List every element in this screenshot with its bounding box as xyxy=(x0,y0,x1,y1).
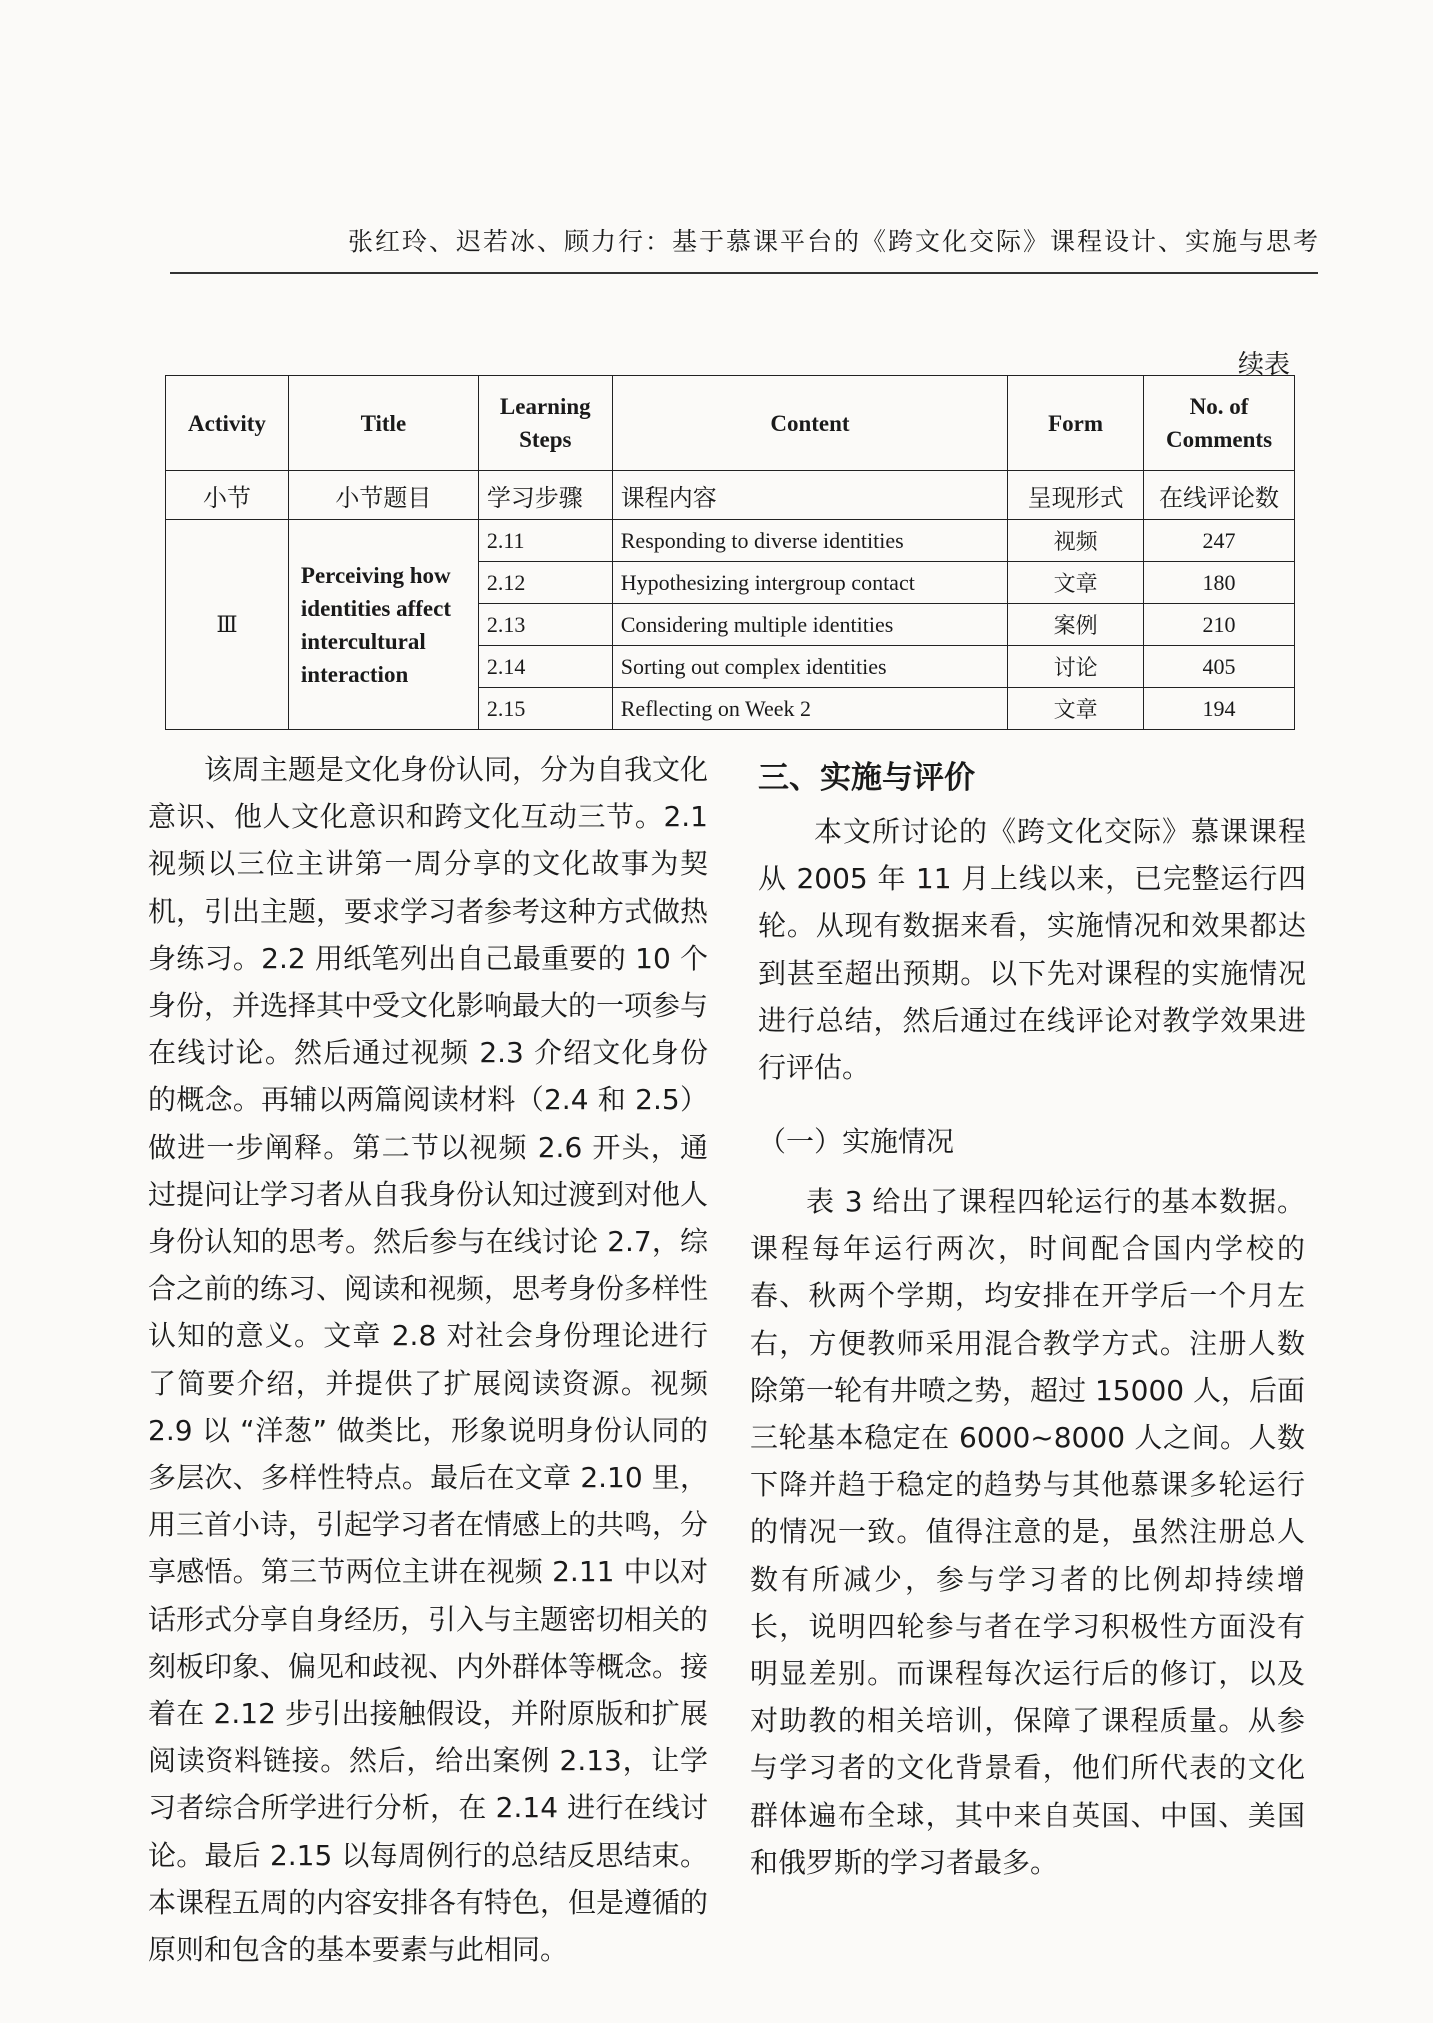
section-heading: 三、实施与评价 xyxy=(758,760,975,796)
table-continued-label: 续表 xyxy=(1237,350,1290,380)
running-header: 张红玲、迟若冰、顾力行：基于慕课平台的《跨文化交际》课程设计、实施与思考 xyxy=(347,227,1320,256)
form-cell: 讨论 xyxy=(1008,646,1144,688)
header-activity: Activity xyxy=(166,376,289,471)
header-comments: No. of Comments xyxy=(1144,376,1295,471)
form-cell: 视频 xyxy=(1008,520,1144,562)
content-cell: Hypothesizing intergroup contact xyxy=(612,562,1007,604)
form-cell: 文章 xyxy=(1008,562,1144,604)
header-learning-steps: Learning Steps xyxy=(478,376,612,471)
header-cn-title: 小节题目 xyxy=(288,471,478,520)
form-cell: 案例 xyxy=(1008,604,1144,646)
comments-cell: 247 xyxy=(1144,520,1295,562)
content-cell: Responding to diverse identities xyxy=(612,520,1007,562)
header-rule xyxy=(170,272,1318,274)
header-content: Content xyxy=(612,376,1007,471)
right-paragraph-2-block xyxy=(750,1178,1305,1886)
header-title: Title xyxy=(288,376,478,471)
header-cn-form: 呈现形式 xyxy=(1008,471,1144,520)
comments-cell: 210 xyxy=(1144,604,1295,646)
step-cell: 2.13 xyxy=(478,604,612,646)
step-cell: 2.11 xyxy=(478,520,612,562)
content-cell: Considering multiple identities xyxy=(612,604,1007,646)
comments-cell: 194 xyxy=(1144,688,1295,730)
activity-cell: Ⅲ xyxy=(166,520,289,730)
right-paragraph-2: 表 3 给出了课程四轮运行的基本数据。课程每年运行两次，时间配合国内学校的春、秋两个学期，均安排在开学后一个月左右，方便教师采用混合教学方式。注册人数除第一轮有井喷之势，超过 15000 人，后面三轮基本稳定在 6000~8000 人之间。人数下降并趋于稳定的趋势与其他慕课多轮运行的情况一致。值得注意的是，虽然注册总人数有所减少，参与学习者的比例却持续增长，说明四轮参与者在学习积极性方面没有明显差别。而课程每次运行后的修订，以及对助教的相关培训，保障了课程质量。从参与学习者的文化背景看，他们所代表的文化群体遍布全球，其中来自英国、中国、美国和俄罗斯的学习者最多。 xyxy=(750,1185,1305,1879)
right-paragraph-1: 本文所讨论的《跨文化交际》慕课课程从 2005 年 11 月上线以来，已完整运行四轮。从现有数据来看，实施情况和效果都达到甚至超出预期。以下先对课程的实施情况进行总结，然后通过在线评论对教学效果进行评估。 xyxy=(758,815,1306,1085)
header-form: Form xyxy=(1008,376,1144,471)
title-cell: Perceiving how identities affect intercultural interaction xyxy=(288,520,478,730)
header-cn-steps: 学习步骤 xyxy=(478,471,612,520)
comments-cell: 180 xyxy=(1144,562,1295,604)
comments-cell: 405 xyxy=(1144,646,1295,688)
step-cell: 2.12 xyxy=(478,562,612,604)
step-cell: 2.15 xyxy=(478,688,612,730)
left-paragraph: 该周主题是文化身份认同，分为自我文化意识、他人文化意识和跨文化互动三节。2.1 视频以三位主讲第一周分享的文化故事为契机，引出主题，要求学习者参考这种方式做热身练习。2.2 用纸笔列出自己最重要的 10 个身份，并选择其中受文化影响最大的一项参与在线讨论。然后通过视频 2.3 介绍文化身份的概念。再辅以两篇阅读材料（2.4 和 2.5）做进一步阐释。第二节以视频 2.6 开头，通过提问让学习者从自我身份认知过渡到对他人身份认知的思考。然后参与在线讨论 2.7，综合之前的练习、阅读和视频，思考身份多样性认知的意义。文章 2.8 对社会身份理论进行了简要介绍，并提供了扩展阅读资源。视频 2.9 以 “洋葱” 做类比，形象说明身份认同的多层次、多样性特点。最后在文章 2.10 里，用三首小诗，引起学习者在情感上的共鸣，分享感悟。第三节两位主讲在视频 2.11 中以对话形式分享自身经历，引入与主题密切相关的刻板印象、偏见和歧视、内外群体等概念。接着在 2.12 步引出接触假设，并附原版和扩展阅读资料链接。然后，给出案例 2.13，让学习者综合所学进行分析，在 2.14 进行在线讨论。最后 2.15 以每周例行的总结反思结束。本课程五周的内容安排各有特色，但是遵循的原则和包含的基本要素与此相同。 xyxy=(148,753,709,1967)
table-header-cn-row xyxy=(166,471,1295,520)
content-cell: Sorting out complex identities xyxy=(612,646,1007,688)
step-cell: 2.14 xyxy=(478,646,612,688)
right-paragraph-1-block xyxy=(758,808,1306,1091)
table-row xyxy=(166,520,1295,562)
left-column xyxy=(148,746,708,1973)
header-cn-activity: 小节 xyxy=(166,471,289,520)
form-cell: 文章 xyxy=(1008,688,1144,730)
header-cn-comments: 在线评论数 xyxy=(1144,471,1295,520)
header-cn-content: 课程内容 xyxy=(612,471,1007,520)
content-cell: Reflecting on Week 2 xyxy=(612,688,1007,730)
subsection-heading: （一）实施情况 xyxy=(758,1125,955,1158)
course-table xyxy=(165,375,1295,730)
table-header-en-row xyxy=(166,376,1295,471)
